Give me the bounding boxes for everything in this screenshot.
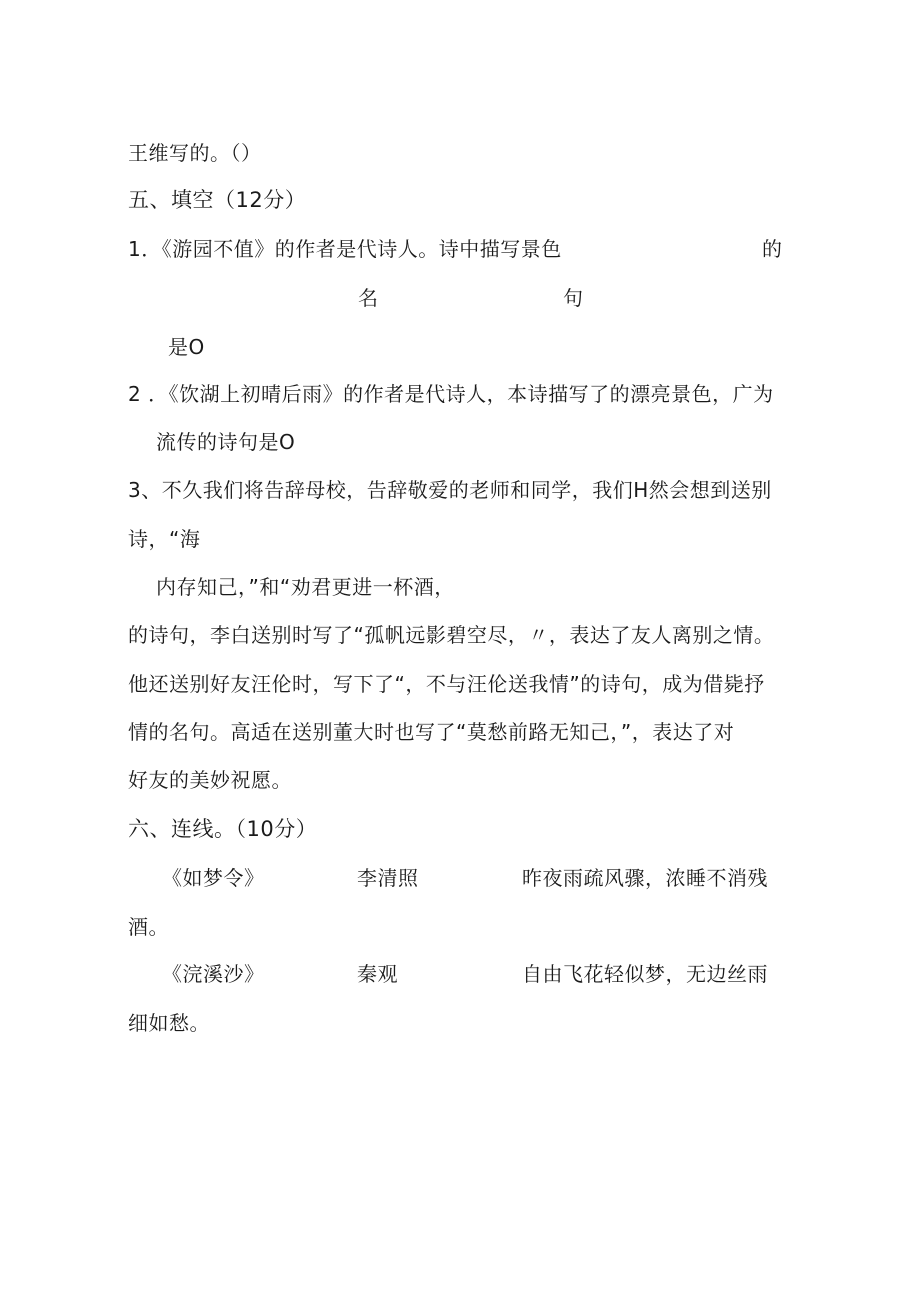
match-line-1-cont: 酒。 — [128, 915, 169, 939]
q3-line2: 诗，“海 — [128, 527, 201, 551]
match-line-2-cont: 细如愁。 — [128, 1011, 210, 1035]
match-line-2: 自由飞花轻似梦，无边丝雨 — [522, 962, 768, 986]
match-author-1: 李清照 — [357, 866, 419, 890]
q3-line6: 情的名句。高适在送别董大时也写了“莫愁前路无知己，”，表达了对 — [128, 720, 735, 744]
q2-line2: 流传的诗句是O — [156, 430, 296, 454]
q1-line1: 1．《游园不值》的作者是代诗人。诗中描写景色 — [128, 237, 562, 261]
match-line-1: 昨夜雨疏风骤，浓睡不消残 — [522, 866, 768, 890]
q1-line2-b: 句 — [563, 286, 584, 310]
match-poem-2: 《浣溪沙》 — [162, 962, 265, 986]
section5-title: 五、填空（12分） — [128, 188, 307, 212]
q3-line3: 内存知己，”和“劝君更进一杯酒， — [156, 575, 455, 599]
match-author-2: 秦观 — [357, 962, 398, 986]
intro-line: 王维写的。（） — [128, 141, 262, 165]
q1-line1-end: 的 — [762, 237, 783, 261]
q3-line1: 3、不久我们将告辞母校，告辞敬爱的老师和同学，我们H然会想到送别 — [128, 478, 772, 502]
q2-line1: 2 ．《饮湖上初晴后雨》的作者是代诗人，本诗描写了的漂亮景色，广为 — [128, 382, 774, 406]
match-poem-1: 《如梦令》 — [162, 866, 265, 890]
section6-title: 六、连线。（10分） — [128, 817, 318, 841]
q3-line4: 的诗句，李白送别时写了“孤帆远影碧空尽，〃，表达了友人离别之情。 — [128, 623, 775, 647]
q3-line5: 他还送别好友汪伦时，写下了“，不与汪伦送我情”的诗句，成为借毙抒 — [128, 672, 765, 696]
q1-line2-a: 名 — [358, 286, 379, 310]
q3-line7: 好友的美妙祝愿。 — [128, 768, 292, 792]
q1-line3: 是O — [168, 335, 205, 359]
